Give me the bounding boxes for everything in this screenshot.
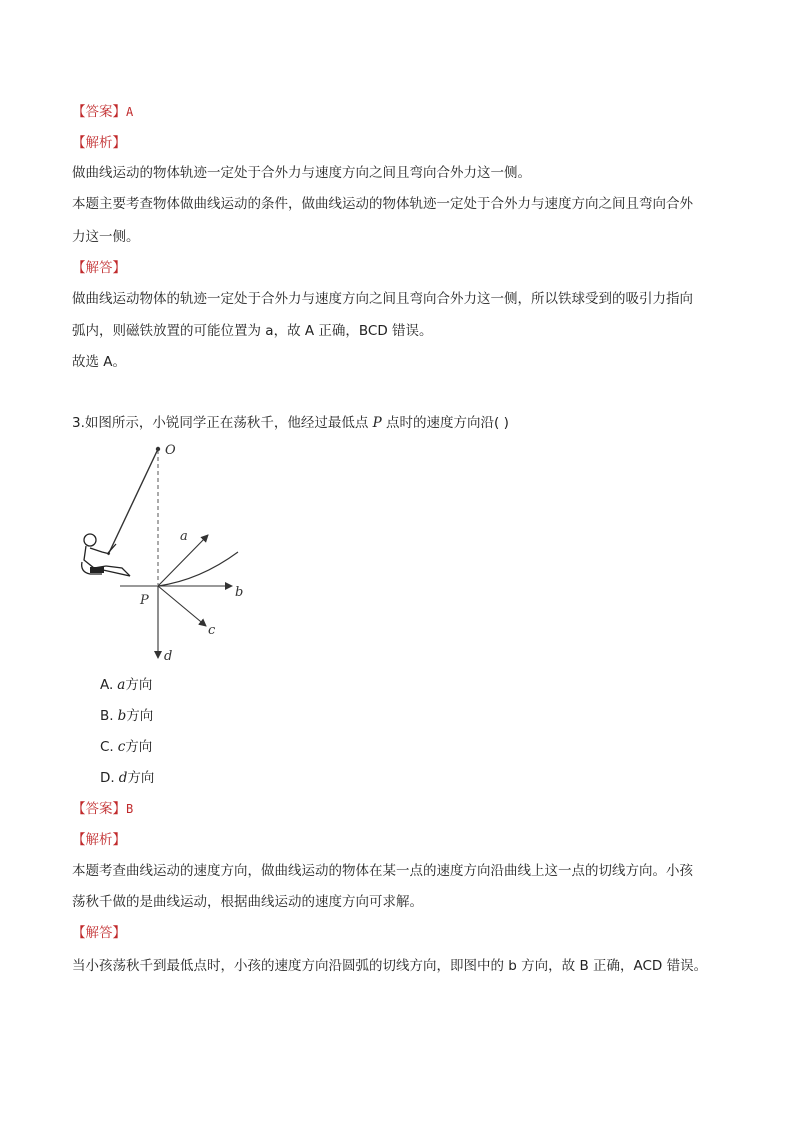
option-c[interactable]: [100, 737, 152, 757]
label-a: a: [180, 529, 188, 544]
q2-answer: [72, 102, 133, 122]
q2-analysis-line-3: 力这一侧。: [72, 229, 140, 245]
q2-solution-line-2: 弧内，则磁铁放置的可能位置为 a，故 A 正确，BCD 错误。: [72, 323, 433, 339]
q3-solution-line-1: 当小孩荡秋千到最低点时，小孩的速度方向沿圆弧的切线方向，即图中的 b 方向，故 B 正确，ACD 错误。: [72, 958, 708, 974]
answer-tag: 【答案】: [72, 104, 126, 120]
option-var: d: [118, 770, 128, 786]
q3-answer: [72, 799, 133, 819]
option-var: a: [117, 677, 126, 693]
label-p: P: [140, 593, 149, 608]
q2-solution-line-3: 故选 A。: [72, 354, 127, 370]
option-text: 方向: [125, 677, 153, 693]
option-letter: B.: [100, 708, 114, 724]
q3-analysis-tag: 【解析】: [72, 832, 126, 848]
label-d: d: [164, 649, 173, 664]
q2-analysis-tag: 【解析】: [72, 135, 126, 151]
option-b[interactable]: [100, 706, 153, 726]
q2-analysis-line-1: 做曲线运动的物体轨迹一定处于合外力与速度方向之间且弯向合外力这一侧。: [72, 165, 531, 181]
option-letter: A.: [100, 677, 114, 693]
q3-stem: [72, 413, 509, 433]
q3-analysis-line-2: 荡秋千做的是曲线运动，根据曲线运动的速度方向可求解。: [72, 894, 423, 910]
option-text: 方向: [127, 770, 155, 786]
option-text: 方向: [125, 739, 153, 755]
q2-solution-tag: 【解答】: [72, 260, 126, 276]
swing-figure: [72, 440, 262, 665]
child-on-swing-icon: [82, 534, 130, 576]
option-text: 方向: [126, 708, 154, 724]
answer-value: B: [126, 802, 134, 816]
option-letter: D.: [100, 770, 115, 786]
q3-stem-suffix: 点时的速度方向沿( ): [381, 415, 509, 431]
q3-analysis-line-1: 本题考查曲线运动的速度方向，做曲线运动的物体在某一点的速度方向沿曲线上这一点的切线方向。小孩: [72, 863, 693, 879]
q3-stem-prefix: 3.如图所示，小锐同学正在荡秋千，他经过最低点: [72, 415, 373, 431]
label-o: O: [165, 443, 176, 458]
q3-stem-var: P: [372, 415, 382, 431]
q3-solution-tag: 【解答】: [72, 925, 126, 941]
q2-solution-line-1: 做曲线运动物体的轨迹一定处于合外力与速度方向之间且弯向合外力这一侧，所以铁球受到的吸引力指向: [72, 291, 693, 307]
option-var: b: [117, 708, 127, 724]
q2-analysis-line-2: 本题主要考查物体做曲线运动的条件，做曲线运动的物体轨迹一定处于合外力与速度方向之间且弯向合外: [72, 196, 693, 212]
answer-tag: 【答案】: [72, 801, 126, 817]
option-d[interactable]: [100, 768, 154, 788]
swing-rope: [108, 449, 158, 555]
answer-value: A: [126, 105, 134, 119]
option-letter: C.: [100, 739, 114, 755]
option-var: c: [117, 739, 126, 755]
arrow-c: [158, 586, 206, 626]
option-a[interactable]: [100, 675, 152, 695]
label-b: b: [235, 585, 244, 600]
label-c: c: [208, 623, 216, 638]
trajectory-curve: [158, 552, 238, 586]
